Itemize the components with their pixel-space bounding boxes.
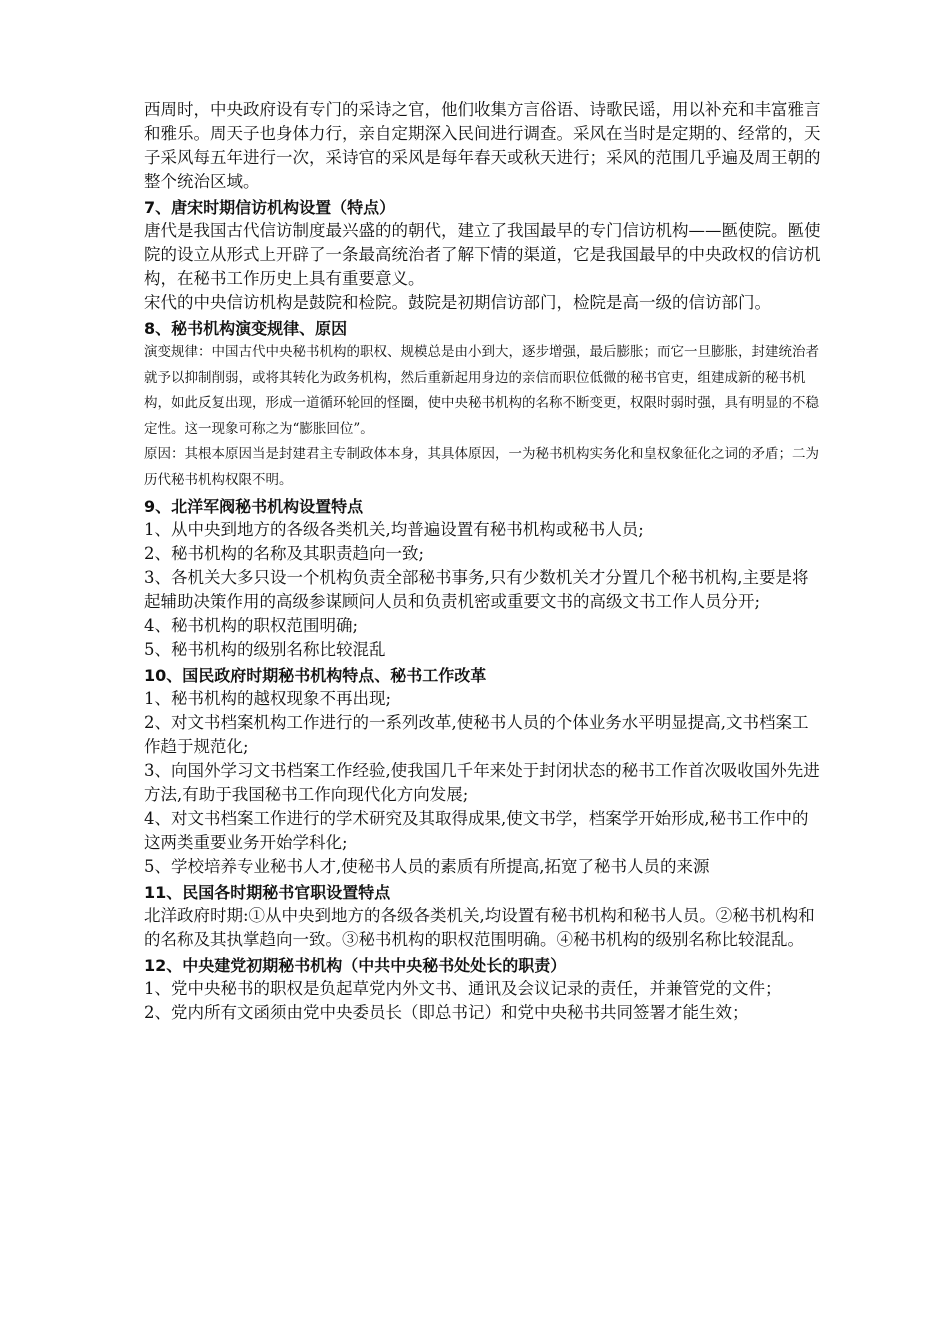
- heading-8: 8、秘书机构演变规律、原因: [144, 319, 348, 338]
- heading-7: 7、唐宋时期信访机构设置（特点）: [144, 198, 396, 217]
- heading-11: 11、民国各时期秘书官职设置特点: [144, 883, 391, 902]
- list-item-10-5: 5、学校培养专业秘书人才,使秘书人员的素质有所提高,拓宽了秘书人员的来源: [144, 857, 710, 876]
- paragraph-7a: 唐代是我国古代信访制度最兴盛的的朝代，建立了我国最早的专门信访机构——匦使院。匦使院的设立从形式上开辟了一条最高统治者了解下情的渠道，它是我国最早的中央政权的信访机构，在秘书工作历史上具有重要意义。: [144, 221, 821, 288]
- paragraph-8a: 演变规律：中国古代中央秘书机构的职权、规模总是由小到大，逐步增强，最后膨胀；而它一旦膨胀，封建统治者就予以抑制削弱，或将其转化为政务机构，然后重新起用身边的亲信而职位低微的秘书官吏，组建成新的秘书机构，如此反复出现，形成一道循环轮回的怪圈，使中央秘书机构的名称不断变更，权限时弱时强，具有明显的不稳定性。这一现象可称之为“膨胀回位”。: [144, 344, 819, 437]
- list-item-12-2: 2、党内所有文函须由党中央委员长（即总书记）和党中央秘书共同签署才能生效；: [144, 1003, 749, 1022]
- list-item-12-1: 1、党中央秘书的职权是负起草党内外文书、通讯及会议记录的责任，并兼管党的文件；: [144, 979, 782, 998]
- paragraph-7b: 宋代的中央信访机构是鼓院和检院。鼓院是初期信访部门，检院是高一级的信访部门。: [144, 293, 771, 312]
- heading-12: 12、中央建党初期秘书机构（中共中央秘书处处长的职责）: [144, 956, 567, 975]
- list-item-9-2: 2、秘书机构的名称及其职责趋向一致;: [144, 544, 425, 563]
- paragraph-8b: 原因：其根本原因当是封建君主专制政体本身，其具体原因，一为秘书机构实务化和皇权象征化之词的矛盾；二为历代秘书机构权限不明。: [144, 446, 819, 488]
- paragraph-11: 北洋政府时期:①从中央到地方的各级各类机关,均设置有秘书机构和秘书人员。②秘书机构和的名称及其执掌趋向一致。③秘书机构的职权范围明确。④秘书机构的级别名称比较混乱。: [144, 906, 815, 949]
- list-item-9-4: 4、秘书机构的职权范围明确;: [144, 616, 359, 635]
- list-item-10-1: 1、秘书机构的越权现象不再出现;: [144, 689, 392, 708]
- heading-9: 9、北洋军阀秘书机构设置特点: [144, 497, 364, 516]
- list-item-10-2: 2、对文书档案机构工作进行的一系列改革,使秘书人员的个体业务水平明显提高,文书档案工作趋于规范化;: [144, 713, 809, 756]
- paragraph-xizhou: 西周时，中央政府设有专门的采诗之官，他们收集方言俗语、诗歌民谣，用以补充和丰富雅言和雅乐。周天子也身体力行，亲自定期深入民间进行调查。采风在当时是定期的、经常的，天子采风每五年进行一次，采诗官的采风是每年春天或秋天进行；采风的范围几乎遍及周王朝的整个统治区域。: [144, 100, 821, 191]
- heading-10: 10、国民政府时期秘书机构特点、秘书工作改革: [144, 666, 487, 685]
- list-item-9-1: 1、从中央到地方的各级各类机关,均普遍设置有秘书机构或秘书人员;: [144, 520, 644, 539]
- list-item-9-3: 3、各机关大多只设一个机构负责全部秘书事务,只有少数机关才分置几个秘书机构,主要是将起辅助决策作用的高级参谋顾问人员和负责机密或重要文书的高级文书工作人员分开;: [144, 568, 809, 611]
- list-item-9-5: 5、秘书机构的级别名称比较混乱: [144, 640, 386, 659]
- document-body: [144, 98, 824, 1025]
- list-item-10-4: 4、对文书档案工作进行的学术研究及其取得成果,使文书学，档案学开始形成,秘书工作中的这两类重要业务开始学科化;: [144, 809, 809, 852]
- list-item-10-3: 3、向国外学习文书档案工作经验,使我国几千年来处于封闭状态的秘书工作首次吸收国外先进方法,有助于我国秘书工作向现代化方向发展;: [144, 761, 820, 804]
